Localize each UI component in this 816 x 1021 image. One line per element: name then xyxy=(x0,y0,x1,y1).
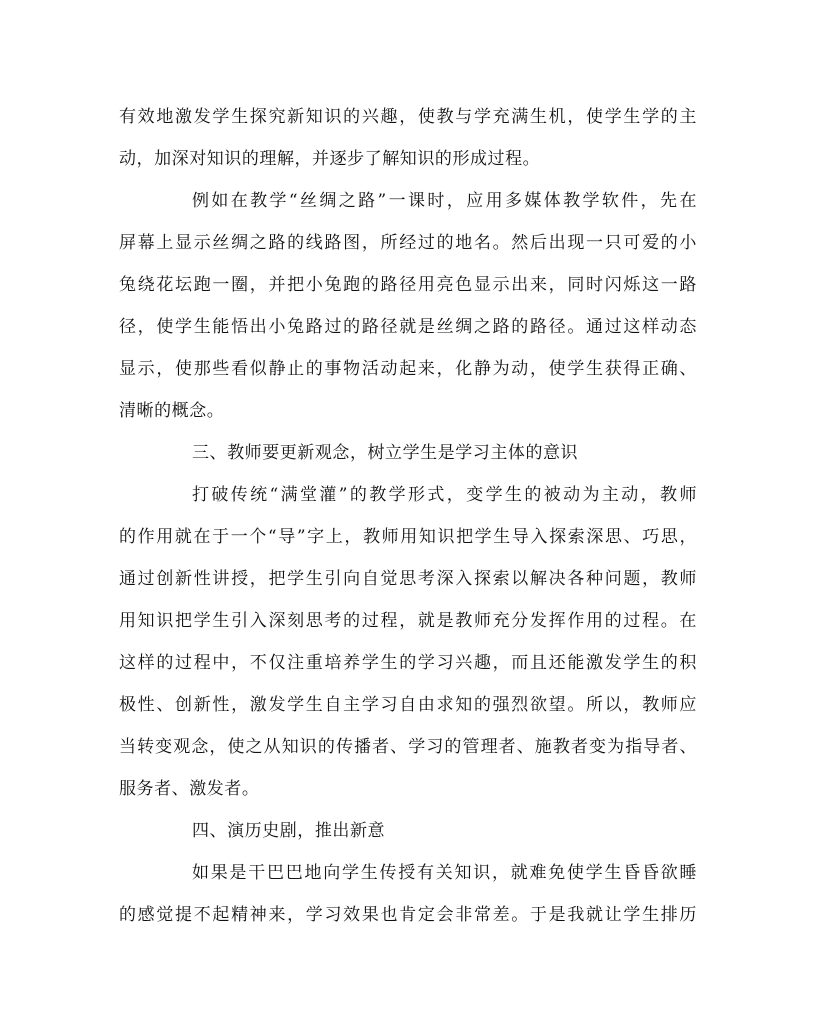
section-heading: 四、演历史剧，推出新意 xyxy=(192,821,386,841)
paragraph-line: 通过创新性讲授，把学生引向自觉思考深入探索以解决各种问题，教师 xyxy=(119,569,697,589)
paragraph-line: 显示，使那些看似静止的事物活动起来，化静为动，使学生获得正确、 xyxy=(119,359,697,379)
paragraph-line: 用知识把学生引入深刻思考的过程，就是教师充分发挥作用的过程。在 xyxy=(119,611,697,631)
paragraph-line: 的作用就在于一个“导”字上，教师用知识把学生导入探索深思、巧思， xyxy=(119,527,697,547)
paragraph-line: 径，使学生能悟出小兔路过的路径就是丝绸之路的路径。通过这样动态 xyxy=(119,317,697,337)
paragraph-line: 这样的过程中，不仅注重培养学生的学习兴趣，而且还能激发学生的积 xyxy=(119,653,697,673)
section-heading: 三、教师要更新观念，树立学生是学习主体的意识 xyxy=(192,443,579,463)
paragraph-line: 打破传统“满堂灌”的教学形式，变学生的被动为主动，教师 xyxy=(192,485,697,505)
paragraph-line: 动，加深对知识的理解，并逐步了解知识的形成过程。 xyxy=(119,149,541,169)
paragraph-line: 有效地激发学生探究新知识的兴趣，使教与学充满生机，使学生学的主 xyxy=(119,107,697,127)
paragraph-line: 如果是干巴巴地向学生传授有关知识，就难免使学生昏昏欲睡 xyxy=(192,863,697,883)
paragraph-line: 屏幕上显示丝绸之路的线路图，所经过的地名。然后出现一只可爱的小 xyxy=(119,233,697,253)
paragraph-line: 兔绕花坛跑一圈，并把小兔跑的路径用亮色显示出来，同时闪烁这一路 xyxy=(119,275,697,295)
paragraph-line: 例如在教学“丝绸之路”一课时，应用多媒体教学软件，先在 xyxy=(192,191,697,211)
paragraph-line: 的感觉提不起精神来，学习效果也肯定会非常差。于是我就让学生排历 xyxy=(119,905,697,925)
paragraph-line: 当转变观念，使之从知识的传播者、学习的管理者、施教者变为指导者、 xyxy=(119,737,697,757)
paragraph-line: 清晰的概念。 xyxy=(119,401,225,421)
paragraph-line: 极性、创新性，激发学生自主学习自由求知的强烈欲望。所以，教师应 xyxy=(119,695,697,715)
paragraph-line: 服务者、激发者。 xyxy=(119,779,260,799)
